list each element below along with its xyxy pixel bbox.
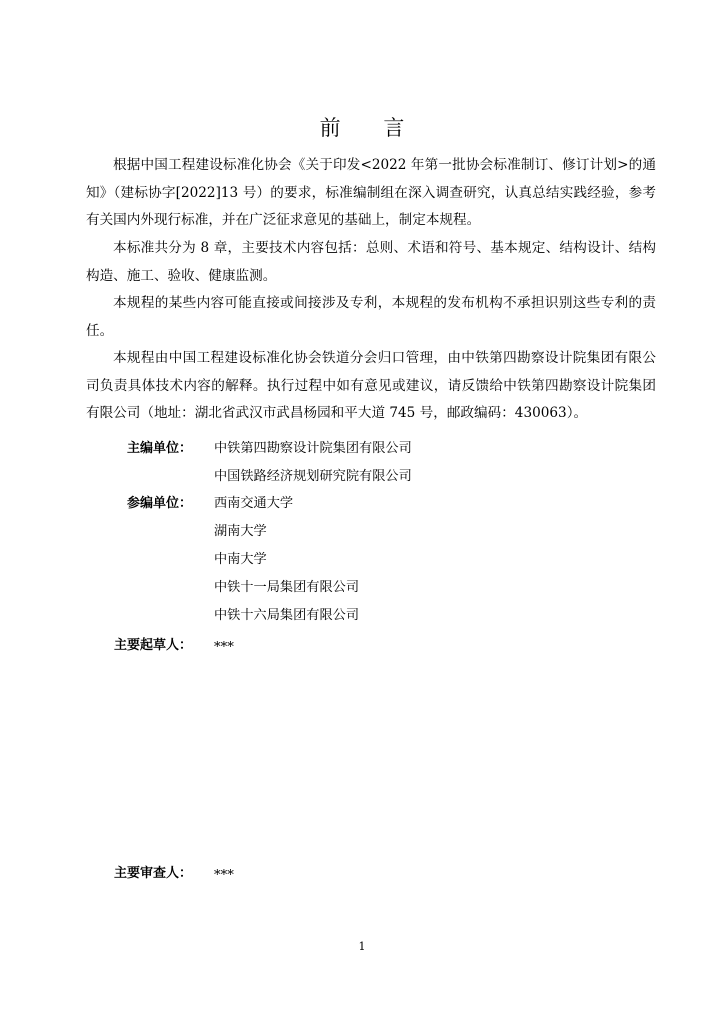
participant-unit: 中南大学	[214, 552, 267, 567]
drafters-label-text: 主要起草人：	[114, 638, 193, 653]
drafters-value: ***	[214, 640, 234, 655]
reviewers-label	[114, 864, 192, 884]
participants-label-text: 参编单位：	[127, 496, 193, 511]
chief-editor-label	[127, 439, 192, 459]
participant-unit: 西南交通大学	[214, 496, 294, 511]
participant-unit: 湖南大学	[214, 524, 267, 539]
paragraph-patent: 本规程的某些内容可能直接或间接涉及专利，本规程的发布机构不承担识别这些专利的责任。	[86, 295, 656, 339]
reviewers-label-text: 主要审查人：	[114, 866, 193, 881]
participants-label	[127, 494, 192, 514]
paragraph-contents: 本标准共分为 8 章，主要技术内容包括：总则、术语和符号、基本规定、结构设计、结构构造、施工、验收、健康监测。	[86, 240, 656, 284]
participant-unit: 中铁十六局集团有限公司	[214, 608, 360, 623]
reviewers-value: ***	[214, 868, 234, 883]
paragraph-management: 本规程由中国工程建设标准化协会铁道分会归口管理，由中铁第四勘察设计院集团有限公司负责具体技术内容的解释。执行过程中如有意见或建议，请反馈给中铁第四勘察设计院集团有限公司（地址：湖北省武汉市武昌杨园和平大道 745 号，邮政编码：430063）。	[86, 350, 656, 421]
participant-unit: 中铁十一局集团有限公司	[214, 580, 360, 595]
page-title: 前 言	[319, 116, 423, 140]
chief-editor-unit: 中铁第四勘察设计院集团有限公司	[214, 441, 412, 456]
page-number: 1	[358, 940, 366, 953]
paragraph-basis: 根据中国工程建设标准化协会《关于印发<2022 年第一批协会标准制订、修订计划>的通知》（建标协字[2022]13 号）的要求，标准编制组在深入调查研究，认真总结实践经验，参考有关国内外现行标准，并在广泛征求意见的基础上，制定本规程。	[86, 157, 656, 228]
drafters-label	[114, 636, 192, 656]
chief-editor-unit: 中国铁路经济规划研究院有限公司	[214, 469, 412, 484]
chief-editor-label-text: 主编单位：	[127, 441, 193, 456]
